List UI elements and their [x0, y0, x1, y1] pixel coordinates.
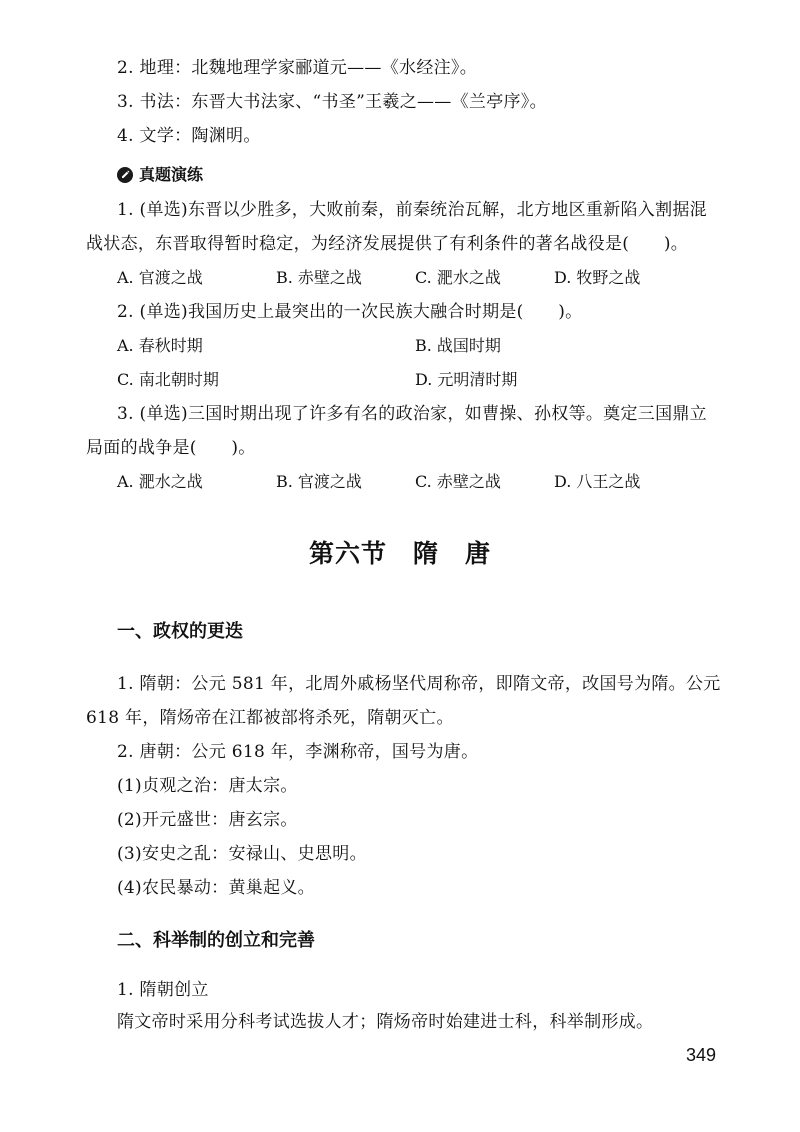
part-2-text: 隋文帝时采用分科考试选拔人才；隋炀帝时始建进士科，科举制形成。	[117, 1012, 654, 1032]
option-c: C. 南北朝时期	[117, 370, 219, 389]
pencil-icon	[117, 167, 133, 183]
option-a: A. 官渡之战	[117, 268, 203, 287]
list-item: (1)贞观之治：唐太宗。	[117, 776, 298, 796]
option-c: C. 淝水之战	[415, 268, 501, 287]
question-3-line-2: 局面的战争是( )。	[86, 438, 256, 458]
option-b: B. 战国时期	[415, 336, 501, 355]
list-item-geography: 2. 地理：北魏地理学家郦道元——《水经注》。	[117, 58, 478, 78]
exercise-badge-label: 真题演练	[139, 165, 204, 184]
question-1-line-2: 战状态，东晋取得暂时稳定，为经济发展提供了有利条件的著名战役是( )。	[86, 234, 689, 254]
list-item-calligraphy: 3. 书法：东晋大书法家、“书圣”王羲之——《兰亭序》。	[117, 92, 547, 112]
tang-paragraph: 2. 唐朝：公元 618 年，李渊称帝，国号为唐。	[117, 742, 479, 762]
list-item: (2)开元盛世：唐玄宗。	[117, 810, 298, 830]
part-1-heading: 一、政权的更迭	[117, 621, 243, 642]
option-a: A. 春秋时期	[117, 336, 203, 355]
part-2-heading: 二、科举制的创立和完善	[117, 930, 315, 951]
option-c: C. 赤壁之战	[415, 472, 501, 491]
sui-paragraph-line-1: 1. 隋朝：公元 581 年，北周外戚杨坚代周称帝，即隋文帝，改国号为隋。公元	[117, 674, 721, 694]
sui-paragraph-line-2: 618 年，隋炀帝在江都被部将杀死，隋朝灭亡。	[86, 708, 454, 728]
section-title: 第六节 隋 唐	[308, 539, 491, 568]
question-2-line-1: 2. (单选)我国历史上最突出的一次民族大融合时期是( )。	[117, 302, 583, 322]
option-d: D. 八王之战	[554, 472, 641, 491]
option-b: B. 官渡之战	[276, 472, 362, 491]
option-d: D. 元明清时期	[415, 370, 518, 389]
option-a: A. 淝水之战	[117, 472, 203, 491]
exercise-badge	[117, 163, 203, 187]
list-item-literature: 4. 文学：陶渊明。	[117, 126, 261, 146]
question-1-line-1: 1. (单选)东晋以少胜多，大败前秦，前秦统治瓦解，北方地区重新陷入割据混	[117, 200, 707, 220]
page-number: 349	[686, 1045, 717, 1065]
list-item: (3)安史之乱：安禄山、史思明。	[117, 844, 367, 864]
part-2-subheading: 1. 隋朝创立	[117, 980, 209, 1000]
question-3-line-1: 3. (单选)三国时期出现了许多有名的政治家，如曹操、孙权等。奠定三国鼎立	[117, 404, 707, 424]
list-item: (4)农民暴动：黄巢起义。	[117, 878, 315, 898]
option-d: D. 牧野之战	[554, 268, 641, 287]
option-b: B. 赤壁之战	[276, 268, 362, 287]
